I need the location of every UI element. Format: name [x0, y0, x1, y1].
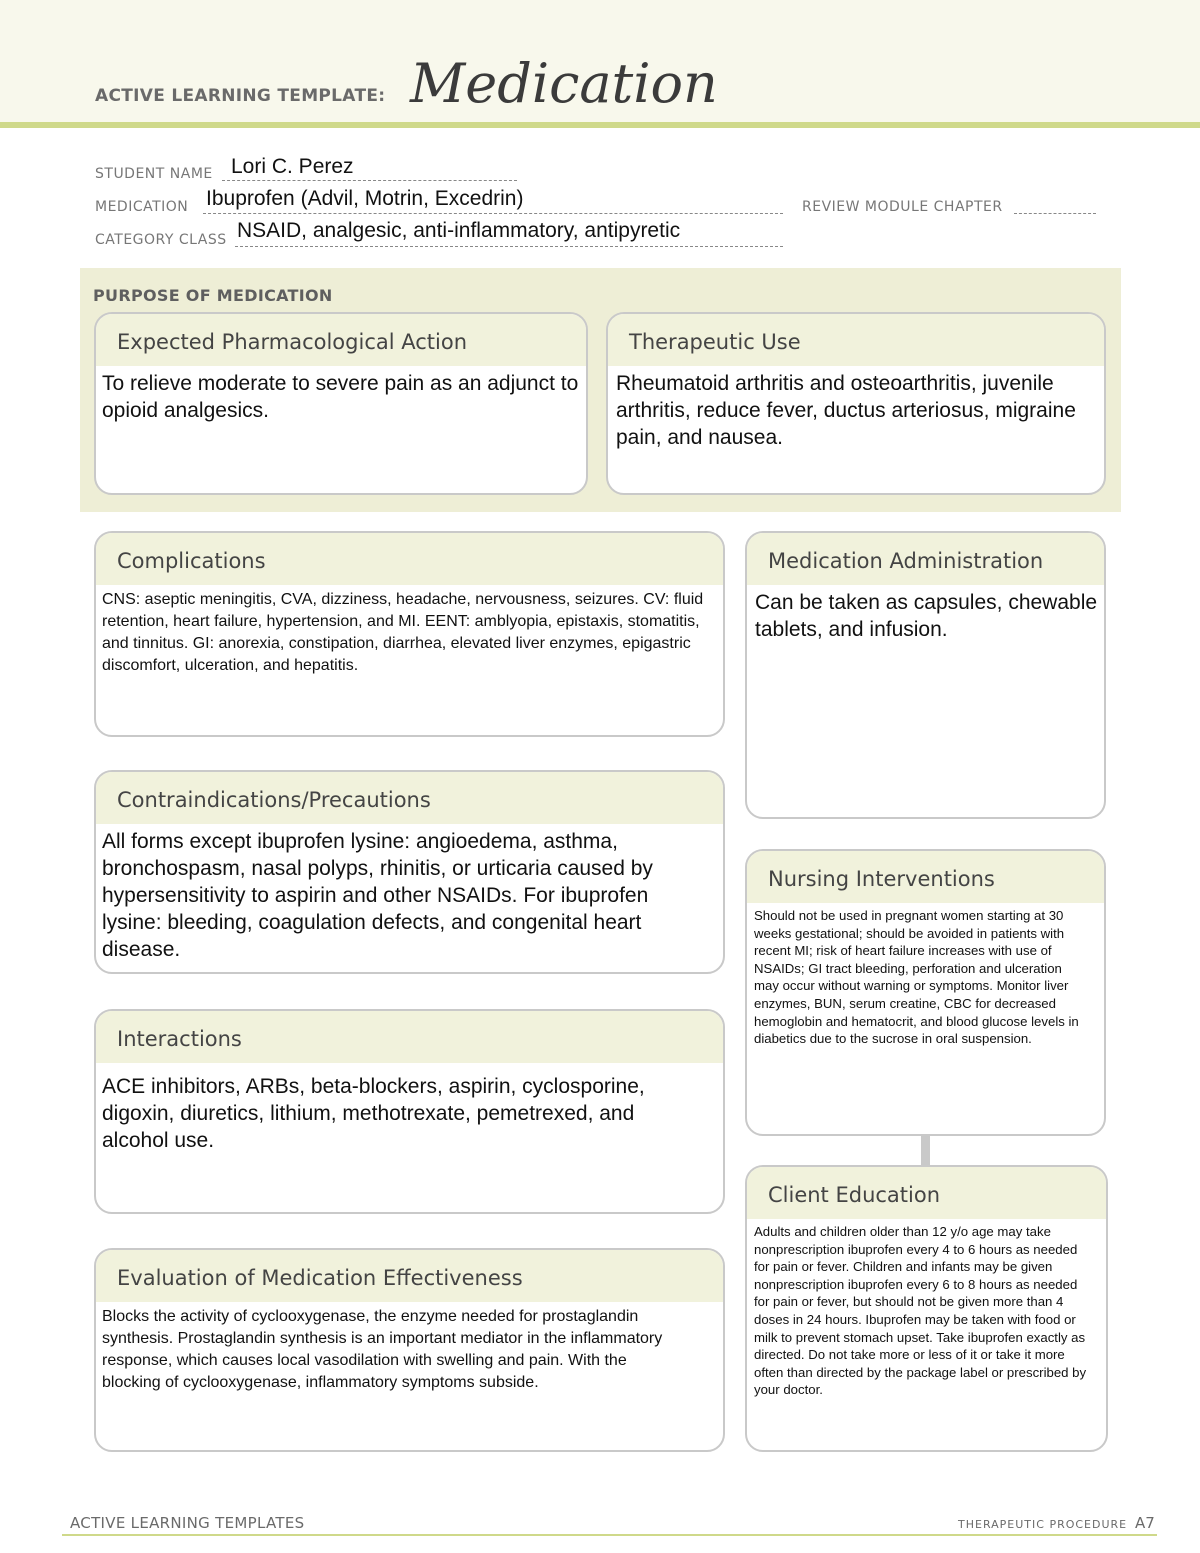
therapeutic-use-card — [606, 312, 1106, 495]
interactions-heading: Interactions — [96, 1011, 723, 1063]
category-class-field[interactable]: NSAID, analgesic, anti-inflammatory, antipyretic — [237, 219, 681, 242]
review-module-line — [1014, 213, 1096, 214]
review-module-label: REVIEW MODULE CHAPTER — [802, 199, 1003, 215]
header-divider — [0, 122, 1200, 128]
expected-action-heading: Expected Pharmacological Action — [96, 314, 586, 366]
client-education-heading: Client Education — [747, 1167, 1106, 1219]
category-class-label: CATEGORY CLASS — [95, 232, 227, 248]
evaluation-heading: Evaluation of Medication Effectiveness — [96, 1250, 723, 1302]
complications-heading: Complications — [96, 533, 723, 585]
nursing-interventions-card — [745, 849, 1106, 1136]
contraindications-text[interactable]: All forms except ibuprofen lysine: angioedema, asthma, bronchospasm, nasal polyps, rhinitis, or urticaria caused by hypersensitivity to aspirin and other NSAIDs. For ibuprofen lysine: bleeding, coagulation defects, and congenital heart disease. — [102, 830, 653, 961]
complications-text[interactable]: CNS: aseptic meningitis, CVA, dizziness, headache, nervousness, seizures. CV: fluid retention, heart failure, hypertension, and MI. EENT: amblyopia, epistaxis, stomatitis, and tinnitus. GI: anorexia, constipation, diarrhea, elevated liver enzymes, epigastric discomfort, ulceration, and hepatitis. — [102, 591, 704, 674]
contraindications-heading: Contraindications/Precautions — [96, 772, 723, 824]
page-number: A7 — [1135, 1514, 1155, 1532]
medication-line — [203, 213, 783, 214]
nursing-interventions-heading: Nursing Interventions — [747, 851, 1104, 903]
template-label: ACTIVE LEARNING TEMPLATE: — [95, 86, 386, 106]
footer-right-label: THERAPEUTIC PROCEDURE — [958, 1518, 1128, 1531]
page-title: Medication — [410, 52, 718, 115]
administration-card — [745, 531, 1106, 819]
medication-field[interactable]: Ibuprofen (Advil, Motrin, Excedrin) — [206, 187, 524, 210]
purpose-title: PURPOSE OF MEDICATION — [93, 286, 333, 305]
complications-card — [94, 531, 725, 737]
card-connector — [921, 1134, 930, 1166]
expected-action-text[interactable]: To relieve moderate to severe pain as an adjunct to opioid analgesics. — [102, 372, 579, 422]
client-education-text[interactable]: Adults and children older than 12 y/o age may take nonprescription ibuprofen every 4 to 6 hours as needed for pain or fever. Children and infants may be given nonprescription ibuprofen every 6 to 8 hours as needed for pain or fever, but should not be given more than 4 doses in 24 hours. Ibuprofen may be taken with food or milk to prevent stomach upset. Take ibuprofen exactly as directed. Do not take more or less of it or take it more often than directed by the package label or prescribed by your doctor. — [754, 1224, 1087, 1398]
category-class-line — [235, 246, 783, 247]
administration-heading: Medication Administration — [747, 533, 1104, 585]
contraindications-card — [94, 770, 725, 974]
nursing-interventions-text[interactable]: Should not be used in pregnant women starting at 30 weeks gestational; should be avoided in patients with recent MI; risk of heart failure increases with use of NSAIDs; GI tract bleeding, perforation and ulceration may occur without warning or symptoms. Monitor liver enzymes, BUN, serum creatine, CBC for decreased hemoglobin and hematocrit, and blood glucose levels in diabetics due to the sucrose in oral suspension. — [754, 908, 1079, 1047]
evaluation-card — [94, 1248, 725, 1452]
footer-divider — [62, 1534, 1157, 1536]
medication-label: MEDICATION — [95, 199, 189, 215]
therapeutic-use-text[interactable]: Rheumatoid arthritis and osteoarthritis, juvenile arthritis, reduce fever, ductus arteriosus, migraine pain, and nausea. — [616, 372, 1076, 449]
footer-left-label: ACTIVE LEARNING TEMPLATES — [70, 1514, 305, 1532]
client-education-card — [745, 1165, 1108, 1452]
student-name-field[interactable]: Lori C. Perez — [231, 155, 354, 178]
expected-action-card — [94, 312, 588, 495]
student-name-line — [222, 180, 517, 181]
evaluation-text[interactable]: Blocks the activity of cyclooxygenase, the enzyme needed for prostaglandin synthesis. Prostaglandin synthesis is an important mediator in the inflammatory response, which causes local vasodilation with swelling and pain. With the blocking of cyclooxygenase, inflammatory symptoms subside. — [102, 1308, 663, 1391]
therapeutic-use-heading: Therapeutic Use — [608, 314, 1104, 366]
administration-text[interactable]: Can be taken as capsules, chewable tablets, and infusion. — [755, 591, 1098, 641]
interactions-card — [94, 1009, 725, 1214]
student-name-label: STUDENT NAME — [95, 166, 213, 182]
interactions-text[interactable]: ACE inhibitors, ARBs, beta-blockers, aspirin, cyclosporine, digoxin, diuretics, lithium, methotrexate, pemetrexed, and alcohol use. — [102, 1075, 645, 1152]
